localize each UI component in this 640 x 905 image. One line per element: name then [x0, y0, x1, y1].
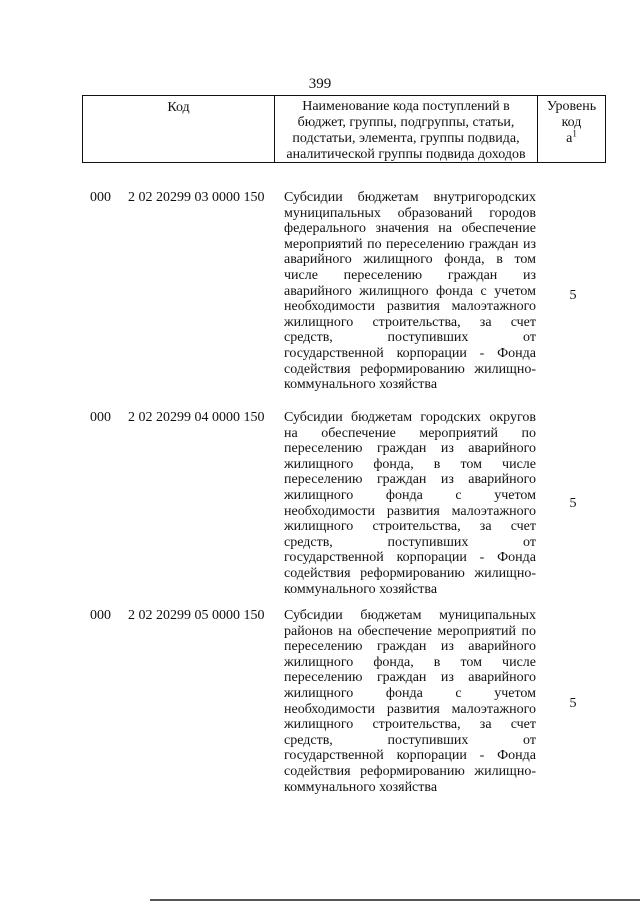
scan-edge-line — [150, 899, 640, 901]
header-level-footnote: 1 — [572, 128, 577, 139]
row-prefix: 000 — [90, 608, 111, 623]
row-prefix: 000 — [90, 190, 111, 205]
row-level: 5 — [569, 288, 577, 303]
page-number: 399 — [308, 76, 332, 92]
row-name: Субсидии бюджетам городских округов на обеспечение мероприятий по переселению граждан из аварийного жилищного фонда, в том числе переселению граждан из аварийного жилищного фонда с учетом необходимости развития малоэтажного жилищного строительства, за счет средств, поступивших от государственной корпорации - Фонда содействия реформированию жилищно-коммунального хозяйства — [284, 410, 536, 597]
header-name: Наименование кода поступлений в бюджет, группы, подгруппы, статьи, подстатьи, элемента, группы подвида, аналитической группы подвида доходов — [275, 96, 538, 162]
table-header — [82, 95, 606, 163]
row-code: 2 02 20299 03 0000 150 — [128, 190, 265, 205]
row-level: 5 — [569, 496, 577, 511]
header-level — [538, 96, 605, 162]
header-level-label: Уровень код — [546, 99, 597, 130]
row-level: 5 — [569, 696, 577, 711]
header-code: Код — [83, 96, 275, 162]
header-level-tail: а — [566, 131, 573, 146]
row-name: Субсидии бюджетам муниципальных районов на обеспечение мероприятий по переселению граждан из аварийного жилищного фонда, в том числе переселению граждан из аварийного жилищного фонда с учетом необходимости развития малоэтажного жилищного строительства, за счет средств, поступивших от государственной корпорации - Фонда содействия реформированию жилищно-коммунального хозяйства — [284, 608, 536, 795]
row-prefix: 000 — [90, 410, 111, 425]
row-name: Субсидии бюджетам внутригородских муниципальных образований городов федерального значения на обеспечение мероприятий по переселению граждан из аварийного жилищного фонда, в том числе переселению граждан из аварийного жилищного фонда с учетом необходимости развития малоэтажного жилищного строительства, за счет средств, поступивших от государственной корпорации - Фонда содействия реформированию жилищно-коммунального хозяйства — [284, 190, 536, 393]
row-code: 2 02 20299 05 0000 150 — [128, 608, 265, 623]
row-code: 2 02 20299 04 0000 150 — [128, 410, 265, 425]
